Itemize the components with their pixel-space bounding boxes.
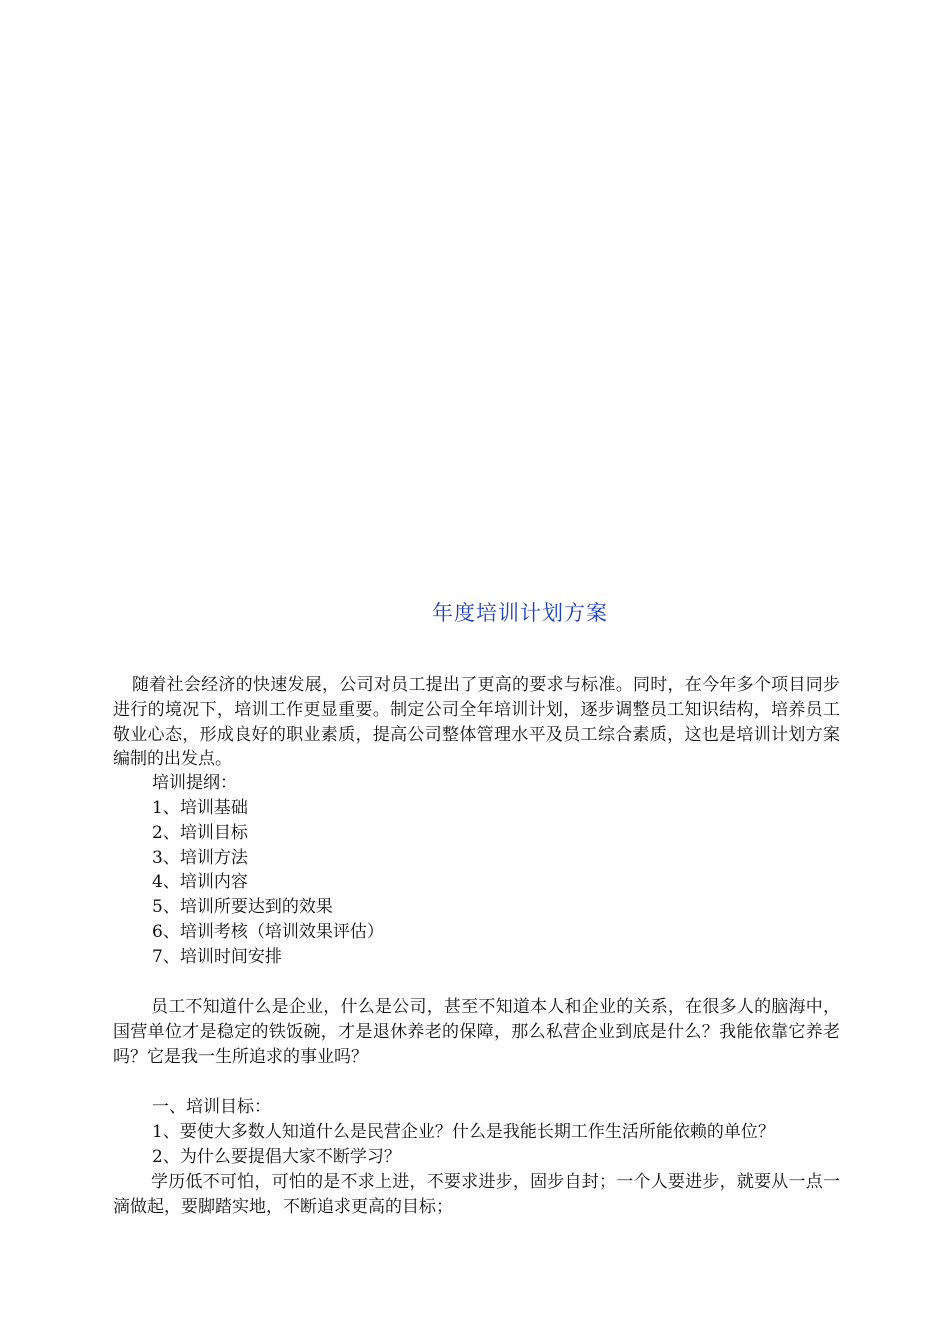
outline-item: 3、培训方法	[152, 847, 248, 868]
outline-heading: 培训提纲：	[152, 773, 237, 793]
employee-paragraph: 员工不知道什么是企业，什么是公司，甚至不知道本人和企业的关系，在很多人的脑海中，国营单位才是稳定的铁饭碗，才是退休养老的保障，那么私营企业到底是什么？我能依靠它养老吗？它是我一生所追求的事业吗？	[113, 997, 840, 1067]
goal-item: 2、为什么要提倡大家不断学习？	[152, 1146, 401, 1167]
document-title: 年度培训计划方案	[432, 601, 608, 625]
outline-item: 4、培训内容	[152, 872, 248, 893]
outline-list	[152, 796, 384, 970]
outline-item: 7、培训时间安排	[152, 946, 282, 967]
goal-item: 1、要使大多数人知道什么是民营企业？什么是我能长期工作生活所能依赖的单位？	[152, 1122, 775, 1142]
intro-paragraph: 随着社会经济的快速发展，公司对员工提出了更高的要求与标准。同时，在今年多个项目同步进行的境况下，培训工作更显重要。制定公司全年培训计划，逐步调整员工知识结构，培养员工敬业心态，形成良好的职业素质，提高公司整体管理水平及员工综合素质，这也是培训计划方案编制的出发点。	[113, 675, 840, 770]
goal-list	[152, 1120, 775, 1170]
outline-item: 5、培训所要达到的效果	[152, 897, 333, 918]
outline-item: 2、培训目标	[152, 822, 248, 843]
outline-item: 1、培训基础	[152, 798, 248, 818]
outline-item: 6、培训考核（培训效果评估）	[152, 921, 384, 942]
section-heading-training-goals: 一、培训目标：	[152, 1097, 271, 1117]
learning-paragraph: 学历低不可怕，可怕的是不求上进，不要求进步，固步自封；一个人要进步，就要从一点一滴做起，要脚踏实地，不断追求更高的目标；	[113, 1172, 840, 1217]
